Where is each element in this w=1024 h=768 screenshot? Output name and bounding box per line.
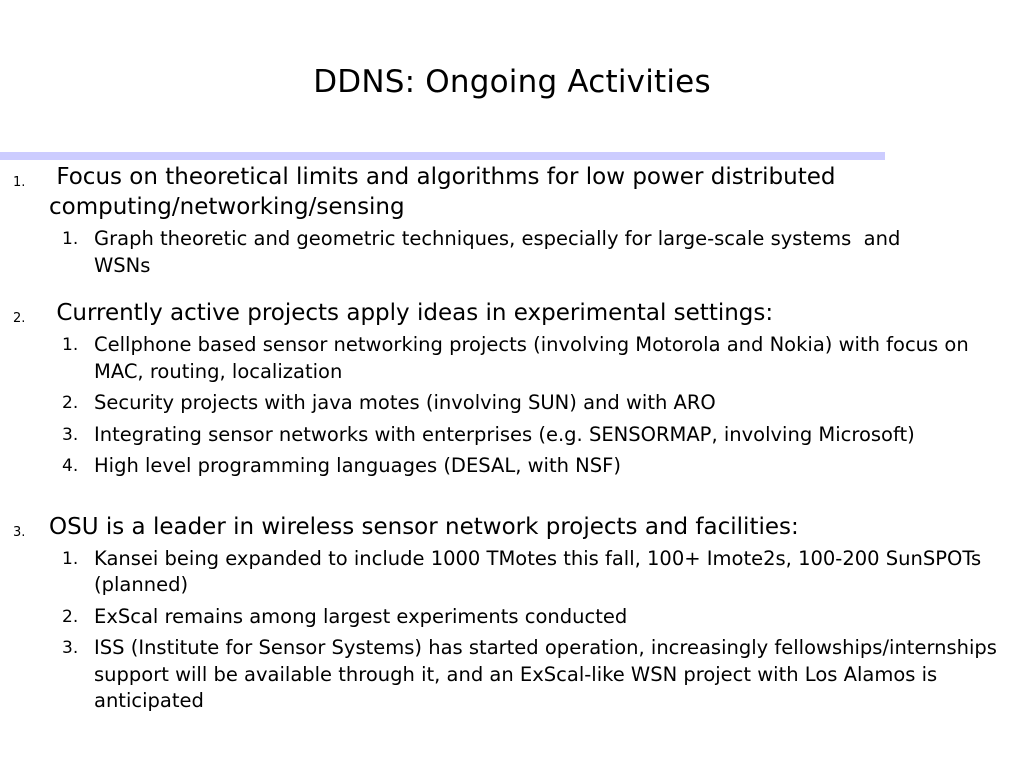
list-item-text: Focus on theoretical limits and algorithms for low power distributed computing/networking/sensing xyxy=(49,164,843,220)
sub-list-item xyxy=(0,226,1024,279)
sub-list-item-number: 3. xyxy=(62,424,79,445)
list-item-text: Currently active projects apply ideas in experimental settings: xyxy=(49,300,774,326)
sub-list-item-text: Kansei being expanded to include 1000 TMotes this fall, 100+ Imote2s, 100-200 SunSPOTs (planned) xyxy=(94,546,988,596)
sub-list-item-text: Integrating sensor networks with enterprises (e.g. SENSORMAP, involving Microsoft) xyxy=(94,422,915,446)
sub-list-item xyxy=(0,546,1024,599)
sub-list-item-number: 3. xyxy=(62,638,79,658)
list-item xyxy=(0,298,1024,328)
sub-list-item xyxy=(0,453,1024,480)
sub-list-item-number: 4. xyxy=(62,456,79,476)
sub-list-item xyxy=(0,604,1024,631)
sub-list-item-number: 1. xyxy=(62,548,79,569)
list-item xyxy=(0,162,1024,222)
sub-list-item-text: Cellphone based sensor networking projects (involving Motorola and Nokia) with focus on MAC, routing, localization xyxy=(94,333,975,383)
list-item-number: 2. xyxy=(13,311,26,326)
sub-list-item-text: ISS (Institute for Sensor Systems) has started operation, increasingly fellowships/internships support will be available through it, and an ExScal-like WSN project with Los Alamos is anticipated xyxy=(94,636,1004,712)
sub-list-item xyxy=(0,635,1024,715)
sub-list-item-text: High level programming languages (DESAL, with NSF) xyxy=(94,454,621,477)
list-item-text: OSU is a leader in wireless sensor network projects and facilities: xyxy=(49,513,799,540)
sub-list-item xyxy=(0,390,1024,417)
sub-list-item-number: 2. xyxy=(62,393,79,413)
list-item-number: 3. xyxy=(13,524,26,540)
sub-list-item xyxy=(0,422,1024,449)
title-divider xyxy=(0,152,885,160)
sub-list-item-text: Graph theoretic and geometric techniques, especially for large-scale systems and WSNs xyxy=(94,227,907,277)
slide-content xyxy=(0,162,1024,715)
slide-title: DDNS: Ongoing Activities xyxy=(313,64,711,100)
sub-list-item-number: 1. xyxy=(62,229,79,249)
sub-list-item-text: Security projects with java motes (involving SUN) and with ARO xyxy=(94,391,716,414)
list-item-number: 1. xyxy=(13,175,26,190)
sub-list-item-number: 2. xyxy=(62,606,79,627)
sub-list-item-text: ExScal remains among largest experiments conducted xyxy=(94,604,628,628)
sub-list-item xyxy=(0,332,1024,385)
list-item xyxy=(0,512,1024,542)
sub-list-item-number: 1. xyxy=(62,335,79,355)
